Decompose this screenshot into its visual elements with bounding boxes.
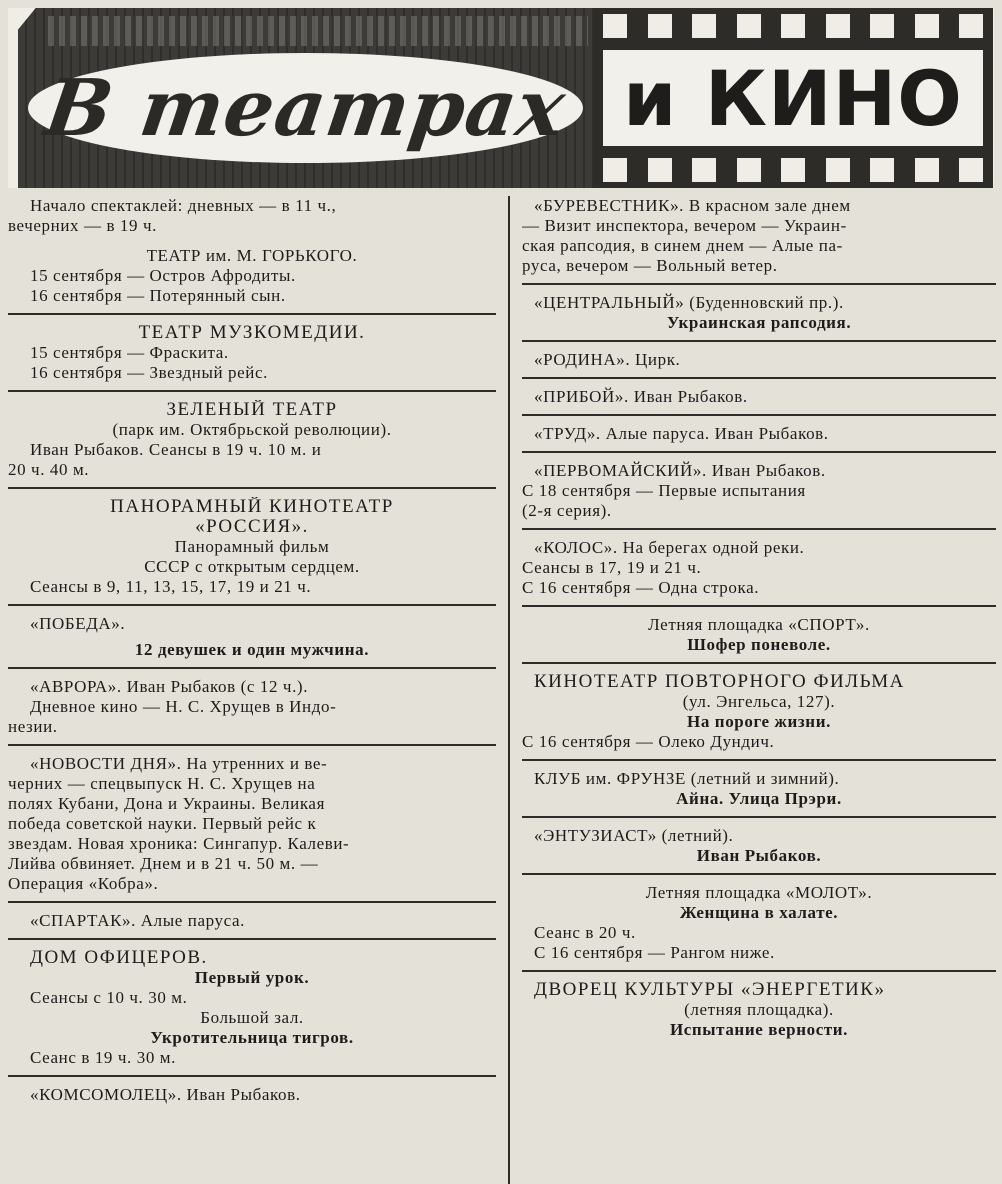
listing-line: «ПЕРВОМАЙСКИЙ». Иван Рыбаков.: [534, 461, 826, 480]
header-banner: [8, 8, 994, 188]
listing-line: черних — спецвыпуск Н. С. Хрущев на: [8, 774, 316, 793]
title-oval: [28, 53, 583, 163]
listing-line: «ПРИБОЙ». Иван Рыбаков.: [534, 387, 748, 406]
listing-line: Укротительница тигров.: [150, 1028, 354, 1047]
divider: [8, 313, 496, 315]
listing-komsomolec: [8, 1085, 496, 1105]
divider: [522, 340, 996, 342]
listing-line: «КОЛОС». На берегах одной реки.: [534, 538, 805, 557]
listing-line: незии.: [8, 717, 58, 736]
listing-line: 16 сентября — Потерянный сын.: [30, 286, 286, 305]
listing-avrora: [8, 677, 496, 737]
listing-line: ская рапсодия, в синем днем — Алые па-: [522, 236, 843, 255]
listing-line: 16 сентября — Звездный рейс.: [30, 363, 268, 382]
listing-line: Сеансы с 10 ч. 30 м.: [30, 988, 188, 1007]
divider: [522, 759, 996, 761]
venue-title: «ПОБЕДА».: [30, 614, 126, 633]
venue-address: (ул. Энгельса, 127).: [682, 692, 836, 711]
banner-texture: [48, 16, 588, 46]
listing-gorky: [8, 246, 496, 306]
divider: [8, 604, 496, 606]
venue-title: КИНОТЕАТР ПОВТОРНОГО ФИЛЬМА: [534, 672, 905, 692]
listing-line: Дневное кино — Н. С. Хрущев в Индо-: [30, 697, 337, 716]
listing-line: Сеанс в 19 ч. 30 м.: [30, 1048, 176, 1067]
column-divider: [508, 196, 510, 1184]
venue-title: ДОМ ОФИЦЕРОВ.: [30, 948, 208, 968]
listing-line: Панорамный фильм: [174, 537, 330, 556]
listing-line: (2-я серия).: [522, 501, 612, 520]
banner-title-cinema: и КИНО: [623, 53, 963, 143]
divider: [522, 377, 996, 379]
intro-line: Начало спектаклей: дневных — в 11 ч.,: [30, 196, 337, 215]
listing-line: С 16 сентября — Одна строка.: [522, 578, 760, 597]
listing-rossiya: [8, 497, 496, 597]
listing-line: Первый урок.: [194, 968, 310, 987]
listing-line: «СПАРТАК». Алые паруса.: [30, 911, 245, 930]
listing-line: «НОВОСТИ ДНЯ». На утренних и ве-: [30, 754, 328, 773]
listing-kolos: [522, 538, 996, 598]
venue-title: ТЕАТР им. М. ГОРЬКОГО.: [146, 246, 358, 265]
listing-line: 20 ч. 40 м.: [8, 460, 90, 479]
listing-line: Операция «Кобра».: [8, 874, 159, 893]
listing-line: С 18 сентября — Первые испытания: [522, 481, 806, 500]
divider: [522, 970, 996, 972]
listing-line: Сеансы в 9, 11, 13, 15, 17, 19 и 21 ч.: [30, 577, 312, 596]
listing-line: Украинская рапсодия.: [666, 313, 852, 332]
listing-line: Шофер поневоле.: [687, 635, 831, 654]
divider: [8, 1075, 496, 1077]
listing-muzkomedia: [8, 323, 496, 383]
listing-line: Айна. Улица Прэри.: [676, 789, 842, 808]
listing-line: Иван Рыбаков.: [696, 846, 822, 865]
divider: [8, 667, 496, 669]
film-strip-holes-top: [603, 14, 983, 38]
divider: [8, 390, 496, 392]
listing-line: звездам. Новая хроника: Сингапур. Калеви-: [8, 834, 350, 853]
listing-trud: [522, 424, 996, 444]
listing-pervomaisky: [522, 461, 996, 521]
listing-line: Сеанс в 20 ч.: [534, 923, 636, 942]
listing-spartak: [8, 911, 496, 931]
listing-line: полях Кубани, Дона и Украины. Великая: [8, 794, 325, 813]
divider: [522, 528, 996, 530]
venue-address: (парк им. Октябрьской революции).: [112, 420, 392, 439]
listing-line: Лийва обвиняет. Днем и в 21 ч. 50 м. —: [8, 854, 319, 873]
listing-line: «ЭНТУЗИАСТ» (летний).: [534, 826, 734, 845]
listing-line: На пороге жизни.: [687, 712, 831, 731]
listing-line: СССР с открытым сердцем.: [144, 557, 360, 576]
listing-centralny: [522, 293, 996, 333]
divider: [522, 414, 996, 416]
listing-line: «БУРЕВЕСТНИК». В красном зале днем: [534, 196, 851, 215]
listing-priboi: [522, 387, 996, 407]
listing-dom-oficerov: [8, 948, 496, 1068]
listing-line: С 16 сентября — Рангом ниже.: [534, 943, 775, 962]
listing-line: 15 сентября — Остров Афродиты.: [30, 266, 296, 285]
listing-line: Испытание верности.: [669, 1020, 849, 1039]
divider: [522, 283, 996, 285]
intro-line: вечерних — в 19 ч.: [8, 216, 157, 235]
listing-line: Большой зал.: [200, 1008, 304, 1027]
divider: [522, 816, 996, 818]
venue-title: ДВОРЕЦ КУЛЬТУРЫ «ЭНЕРГЕТИК»: [534, 980, 886, 1000]
divider: [522, 662, 996, 664]
divider: [8, 901, 496, 903]
listing-line: «АВРОРА». Иван Рыбаков (с 12 ч.).: [30, 677, 309, 696]
banner-title-theatres: В театрах: [39, 62, 572, 154]
listing-dvorec-energetik: [522, 980, 996, 1040]
listing-line: КЛУБ им. ФРУНЗЕ (летний и зимний).: [534, 769, 840, 788]
left-column: [8, 196, 496, 1105]
listing-line: Сеансы в 17, 19 и 21 ч.: [522, 558, 702, 577]
listing-line: «ЦЕНТРАЛЬНЫЙ» (Буденновский пр.).: [534, 293, 844, 312]
listing-pobeda: [8, 614, 496, 660]
listing-rodina: [522, 350, 996, 370]
listing-line: руса, вечером — Вольный ветер.: [522, 256, 778, 275]
venue-title: ЗЕЛЕНЫЙ ТЕАТР: [166, 400, 338, 420]
listing-green-theatre: [8, 400, 496, 480]
listing-line: Иван Рыбаков. Сеансы в 19 ч. 10 м. и: [30, 440, 322, 459]
divider: [8, 938, 496, 940]
venue-address: (летняя площадка).: [684, 1000, 834, 1019]
listing-novosti-dnya: [8, 754, 496, 894]
listing-line: победа советской науки. Первый рейс к: [8, 814, 317, 833]
listing-entuziast: [522, 826, 996, 866]
divider: [522, 605, 996, 607]
listing-line: Летняя площадка «СПОРТ».: [648, 615, 870, 634]
venue-name: «РОССИЯ».: [195, 517, 309, 537]
listing-line: 12 девушек и один мужчина.: [134, 640, 370, 659]
listing-line: Летняя площадка «МОЛОТ».: [645, 883, 873, 902]
listing-line: — Визит инспектора, вечером — Украин-: [522, 216, 847, 235]
listing-line: «КОМСОМОЛЕЦ». Иван Рыбаков.: [30, 1085, 301, 1104]
listing-line: С 16 сентября — Олеко Дундич.: [522, 732, 775, 751]
divider: [522, 451, 996, 453]
right-column: [522, 196, 996, 1040]
divider: [8, 487, 496, 489]
listing-line: «РОДИНА». Цирк.: [534, 350, 681, 369]
film-strip: [593, 8, 993, 188]
divider: [8, 744, 496, 746]
listing-povtorny-film: [522, 672, 996, 752]
listing-line: «ТРУД». Алые паруса. Иван Рыбаков.: [534, 424, 829, 443]
listing-line: Женщина в халате.: [679, 903, 839, 922]
listing-line: 15 сентября — Фраскита.: [30, 343, 229, 362]
venue-title: ТЕАТР МУЗКОМЕДИИ.: [138, 323, 366, 343]
listing-klub-frunze: [522, 769, 996, 809]
listing-intro: [8, 196, 496, 236]
listing-sport: [522, 615, 996, 655]
listing-burevestnik: [522, 196, 996, 276]
divider: [522, 873, 996, 875]
venue-title: ПАНОРАМНЫЙ КИНОТЕАТР: [110, 497, 394, 517]
film-strip-holes-bottom: [603, 158, 983, 182]
film-strip-frame: [603, 50, 983, 146]
listing-molot: [522, 883, 996, 963]
